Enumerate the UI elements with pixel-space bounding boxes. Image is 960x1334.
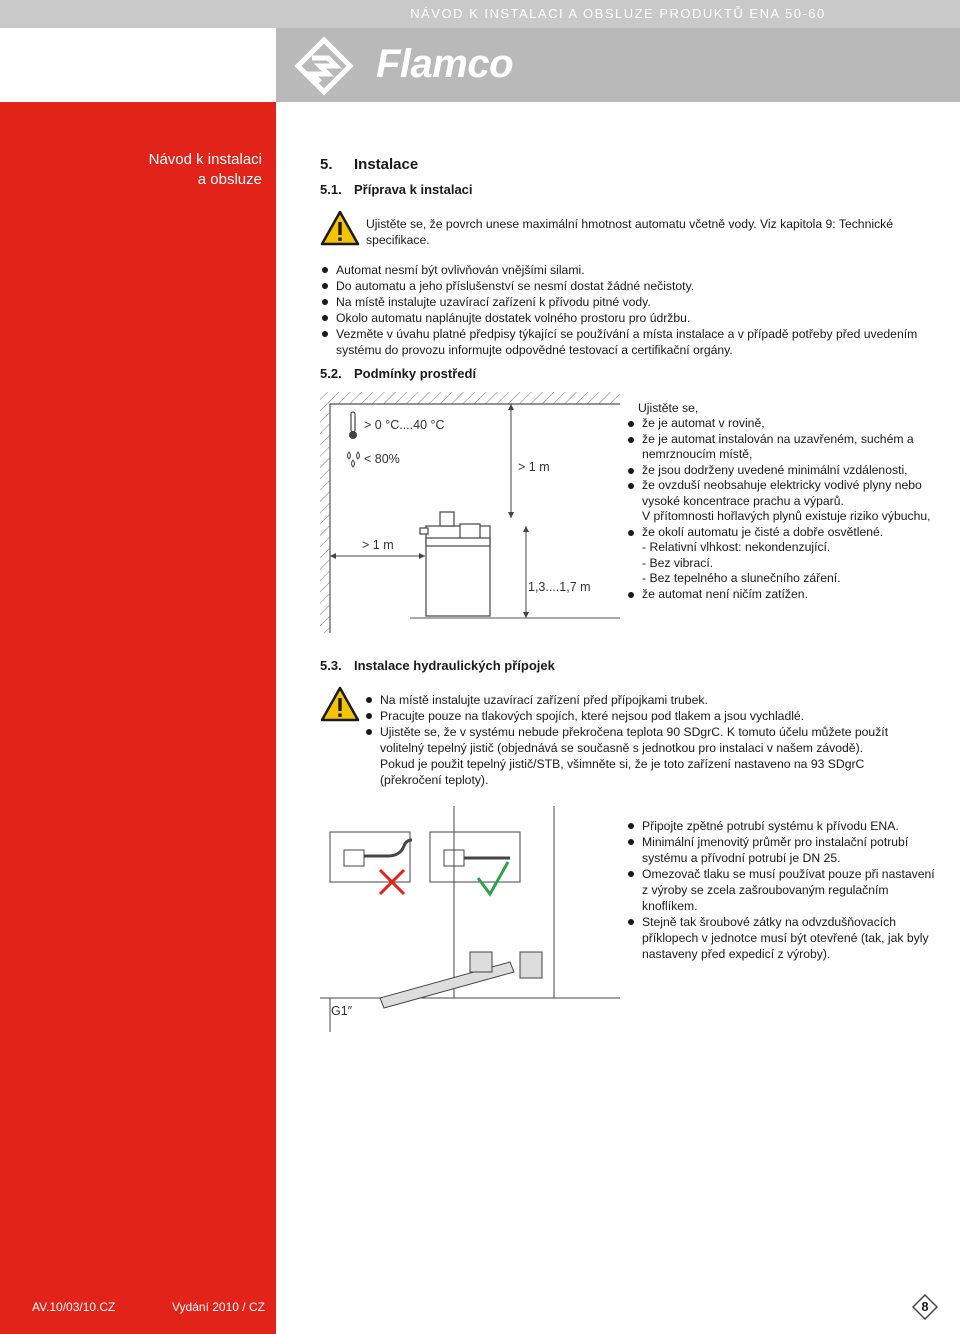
section-5-3-heading <box>320 658 555 673</box>
section-5-2-heading <box>320 366 476 381</box>
hydraulic-warning-list <box>364 692 924 788</box>
page-number: 8 <box>921 1299 929 1314</box>
list-item: Do automatu a jeho příslušenství se nesmí dostat žádné nečistoty. <box>320 278 930 294</box>
top-clearance-label: > 1 m <box>518 460 550 474</box>
pipe-connector-icon <box>380 952 542 1008</box>
sidebar-title-line2: a obsluze <box>197 171 262 188</box>
list-item: že jsou dodrženy uvedené minimální vzdálenosti, <box>626 463 944 479</box>
section-title: Podmínky prostředí <box>354 366 477 381</box>
list-item: Okolo automatu naplánujte dostatek volného prostoru pro údržbu. <box>320 310 930 326</box>
list-item: že je automat instalován na uzavřeném, suchém a nemrznoucím místě, <box>626 432 944 463</box>
hydraulic-diagram <box>320 802 620 1032</box>
connection-list <box>626 818 938 962</box>
section-title: Příprava k instalaci <box>354 182 473 197</box>
thermometer-icon <box>349 412 357 439</box>
sidebar-title-line1: Návod k instalaci <box>148 151 262 168</box>
section-number: 5.1. <box>320 182 342 197</box>
list-item: Ujistěte se, že v systému nebude překročena teplota 90 SDgrC. K tomuto účelu můžete použít volitelný tepelný jistič (objednává se současně s jednotkou pro instalaci v našem závodě). <box>364 724 924 756</box>
thread-size-label: G1″ <box>331 1004 353 1018</box>
list-item: Na místě instalujte uzavírací zařízení k přívodu pitné vody. <box>320 294 930 310</box>
section-5-heading <box>320 156 418 173</box>
footer-code: AV.10/03/10.CZ <box>32 1300 116 1314</box>
appliance-icon <box>420 512 490 616</box>
section-5-1-heading <box>320 182 473 197</box>
sidebar-title <box>62 150 262 190</box>
list-item: V přítomnosti hořlavých plynů existuje riziko výbuchu, <box>642 509 931 523</box>
list-item: Automat nesmí být ovlivňován vnějšími silami. <box>320 262 930 278</box>
list-item: Připojte zpětné potrubí systému k přívodu ENA. <box>626 818 938 834</box>
list-item: Minimální jmenovitý průměr pro instalační potrubí systému a přívodní potrubí je DN 25. <box>626 834 938 866</box>
top-bar <box>0 0 960 28</box>
sidebar <box>0 102 276 1334</box>
list-item: - Relativní vlhkost: nekondenzující. <box>642 540 831 554</box>
content <box>276 102 960 1334</box>
list-item: Stejně tak šroubové zátky na odvzdušňovacích příklopech v jednotce musí být otevřené (tak, jak byly nastaveny před expedicí z výroby). <box>626 914 938 962</box>
list-item: - Bez vibrací. <box>642 555 714 570</box>
list-item: Pracujte pouze na tlakových spojích, které nejsou pod tlakem a jsou vychladlé. <box>364 708 924 724</box>
warning-icon <box>320 210 360 246</box>
temperature-label: > 0 °C....40 °C <box>364 418 445 432</box>
list-item: Vezměte v úvahu platné předpisy týkající se používání a místa instalace a v případě potřeby před uvedením systému do provozu informujte odpovědné testovací a certifikační orgány. <box>320 326 930 358</box>
list-item: že je automat v rovině, <box>626 416 944 432</box>
list-item: Pokud je použit tepelný jistič/STB, všimněte si, že je toto zařízení nastaveno na 93 SDgrC (překročení teploty). <box>380 757 865 787</box>
preparation-list <box>320 262 930 358</box>
brand-name: Flamco <box>376 42 514 86</box>
list-item: že okolí automatu je čisté a dobře osvětlené. <box>626 525 944 541</box>
warning-icon <box>320 686 360 722</box>
conditions-list <box>626 416 944 602</box>
section-title: Instalace <box>354 156 419 173</box>
list-item: - Bez tepelného a slunečního záření. <box>642 571 841 585</box>
list-item: že ovzduší neobsahuje elektricky vodivé plyny nebo vysoké koncentrace prachu a výparů. <box>626 478 944 509</box>
list-item: Na místě instalujte uzavírací zařízení před přípojkami trubek. <box>364 692 924 708</box>
section-number: 5.3. <box>320 658 342 673</box>
warning-text: Ujistěte se, že povrch unese maximální hmotnost automatu včetně vody. Viz kapitola 9: Technické specifikace. <box>366 217 894 247</box>
conditions-intro: Ujistěte se, <box>638 401 699 415</box>
section-number: 5. <box>320 156 333 173</box>
humidity-icon <box>348 452 360 467</box>
humidity-label: < 80% <box>364 452 400 466</box>
flamco-logo-icon <box>294 36 354 100</box>
list-item: že automat není ničím zatížen. <box>626 587 944 603</box>
side-clearance-label: > 1 m <box>362 538 394 552</box>
list-item: Omezovač tlaku se musí používat pouze při nastavení z výroby se zcela zašroubovaným regulačním knoflíkem. <box>626 866 938 914</box>
logo-bar <box>276 28 960 102</box>
section-title: Instalace hydraulických přípojek <box>354 658 555 673</box>
document-title: NÁVOD K INSTALACI A OBSLUZE PRODUKTŮ ENA 50-60 <box>410 6 826 21</box>
footer-edition: Vydání 2010 / CZ <box>172 1300 265 1314</box>
height-label: 1,3....1,7 m <box>528 580 591 594</box>
section-number: 5.2. <box>320 366 342 381</box>
